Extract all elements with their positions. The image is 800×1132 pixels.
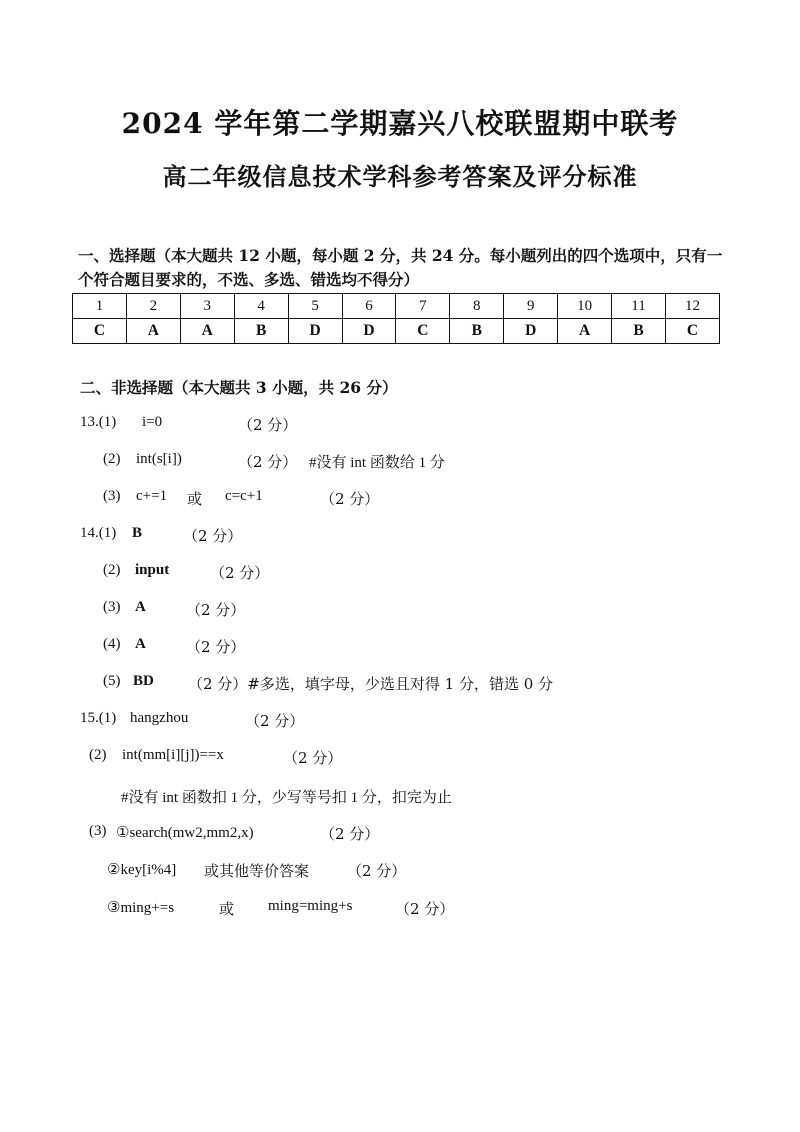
q14-5-answer: BD bbox=[133, 673, 154, 689]
answer-cell: C bbox=[665, 319, 719, 344]
question-number: 5 bbox=[288, 294, 342, 319]
answer-cell: A bbox=[126, 319, 180, 344]
q15-3-score3: （2 分） bbox=[395, 900, 455, 918]
q13-2-label: (2) bbox=[103, 451, 121, 467]
answer-cell: C bbox=[396, 319, 450, 344]
q13-2-answer: int(s[i]) bbox=[136, 451, 182, 467]
q15-3-score2: （2 分） bbox=[347, 862, 407, 880]
q15-3-label: (3) bbox=[89, 823, 107, 839]
q14-3-answer: A bbox=[135, 599, 146, 615]
q14-1-score: （2 分） bbox=[183, 527, 243, 545]
section2-heading: 二、非选择题（本大题共 3 小题，共 26 分） bbox=[80, 378, 398, 397]
q14-2-score: （2 分） bbox=[210, 564, 270, 582]
q15-2-label: (2) bbox=[89, 747, 107, 763]
question-number: 10 bbox=[558, 294, 612, 319]
q15-2-score: （2 分） bbox=[283, 749, 343, 767]
q14-1-answer: B bbox=[132, 525, 143, 541]
q13-1-answer: i=0 bbox=[142, 414, 163, 430]
answer-cell: D bbox=[288, 319, 342, 344]
question-number: 7 bbox=[396, 294, 450, 319]
q15-1-score: （2 分） bbox=[245, 712, 305, 730]
answer-cell: A bbox=[180, 319, 234, 344]
question-number: 6 bbox=[342, 294, 396, 319]
q15-3-score1: （2 分） bbox=[320, 825, 380, 843]
q15-3-alt3: ming=ming+s bbox=[268, 898, 353, 914]
q14-3-label: (3) bbox=[103, 599, 121, 615]
q15-2-note: #没有 int 函数扣 1 分，少写等号扣 1 分，扣完为止 bbox=[121, 790, 452, 806]
exam-subtitle: 高二年级信息技术学科参考答案及评分标准 bbox=[162, 162, 638, 191]
question-number: 4 bbox=[234, 294, 288, 319]
question-number: 2 bbox=[126, 294, 180, 319]
q14-2-label: (2) bbox=[103, 562, 121, 578]
q13-3-alt: c=c+1 bbox=[225, 488, 263, 504]
q14-1-label: 14.(1) bbox=[80, 525, 117, 541]
q13-3-score: （2 分） bbox=[320, 490, 380, 508]
answer-cell: B bbox=[450, 319, 504, 344]
q14-4-answer: A bbox=[135, 636, 146, 652]
q15-3-or3: 或 bbox=[219, 902, 235, 918]
question-number: 1 bbox=[73, 294, 127, 319]
q15-2-answer: int(mm[i][j])==x bbox=[122, 747, 224, 763]
question-number: 11 bbox=[612, 294, 666, 319]
answer-cell: B bbox=[612, 319, 666, 344]
q15-3-answer3: ③ming+=s bbox=[107, 900, 175, 916]
q14-4-label: (4) bbox=[103, 636, 121, 652]
question-number: 12 bbox=[665, 294, 719, 319]
answer-cell: D bbox=[504, 319, 558, 344]
section1-heading: 一、选择题（本大题共 12 小题，每小题 2 分，共 24 分。每小题列出的四个选项中，只有一个符合题目要求的，不选、多选、错选均不得分） bbox=[78, 246, 723, 289]
answer-row bbox=[73, 319, 720, 344]
q13-3-answer: c+=1 bbox=[136, 488, 168, 504]
q13-1-label: 13.(1) bbox=[80, 414, 117, 430]
answer-cell: A bbox=[558, 319, 612, 344]
q13-2-score: （2 分） bbox=[238, 453, 298, 471]
q15-3-answer1: ①search(mw2,mm2,x) bbox=[116, 825, 254, 841]
q13-1-score: （2 分） bbox=[238, 416, 298, 434]
q13-3-or: 或 bbox=[187, 492, 203, 508]
q15-3-answer2: ②key[i%4] bbox=[107, 862, 177, 878]
question-number: 9 bbox=[504, 294, 558, 319]
q15-1-answer: hangzhou bbox=[130, 710, 189, 726]
q14-2-answer: input bbox=[135, 562, 170, 578]
q15-3-note2: 或其他等价答案 bbox=[204, 864, 310, 880]
q14-5-score-note: （2 分）#多选，填字母，少选且对得 1 分，错选 0 分 bbox=[188, 675, 554, 693]
answer-cell: B bbox=[234, 319, 288, 344]
question-number: 3 bbox=[180, 294, 234, 319]
question-number: 8 bbox=[450, 294, 504, 319]
q14-4-score: （2 分） bbox=[186, 638, 246, 656]
q13-2-note: #没有 int 函数给 1 分 bbox=[309, 455, 445, 471]
question-number-row bbox=[73, 294, 720, 319]
exam-title: 2024 学年第二学期嘉兴八校联盟期中联考 bbox=[121, 107, 679, 140]
answer-cell: D bbox=[342, 319, 396, 344]
multiple-choice-answer-table bbox=[72, 293, 720, 344]
q15-1-label: 15.(1) bbox=[80, 710, 117, 726]
q13-3-label: (3) bbox=[103, 488, 121, 504]
answer-cell: C bbox=[73, 319, 127, 344]
q14-5-label: (5) bbox=[103, 673, 121, 689]
q14-3-score: （2 分） bbox=[186, 601, 246, 619]
